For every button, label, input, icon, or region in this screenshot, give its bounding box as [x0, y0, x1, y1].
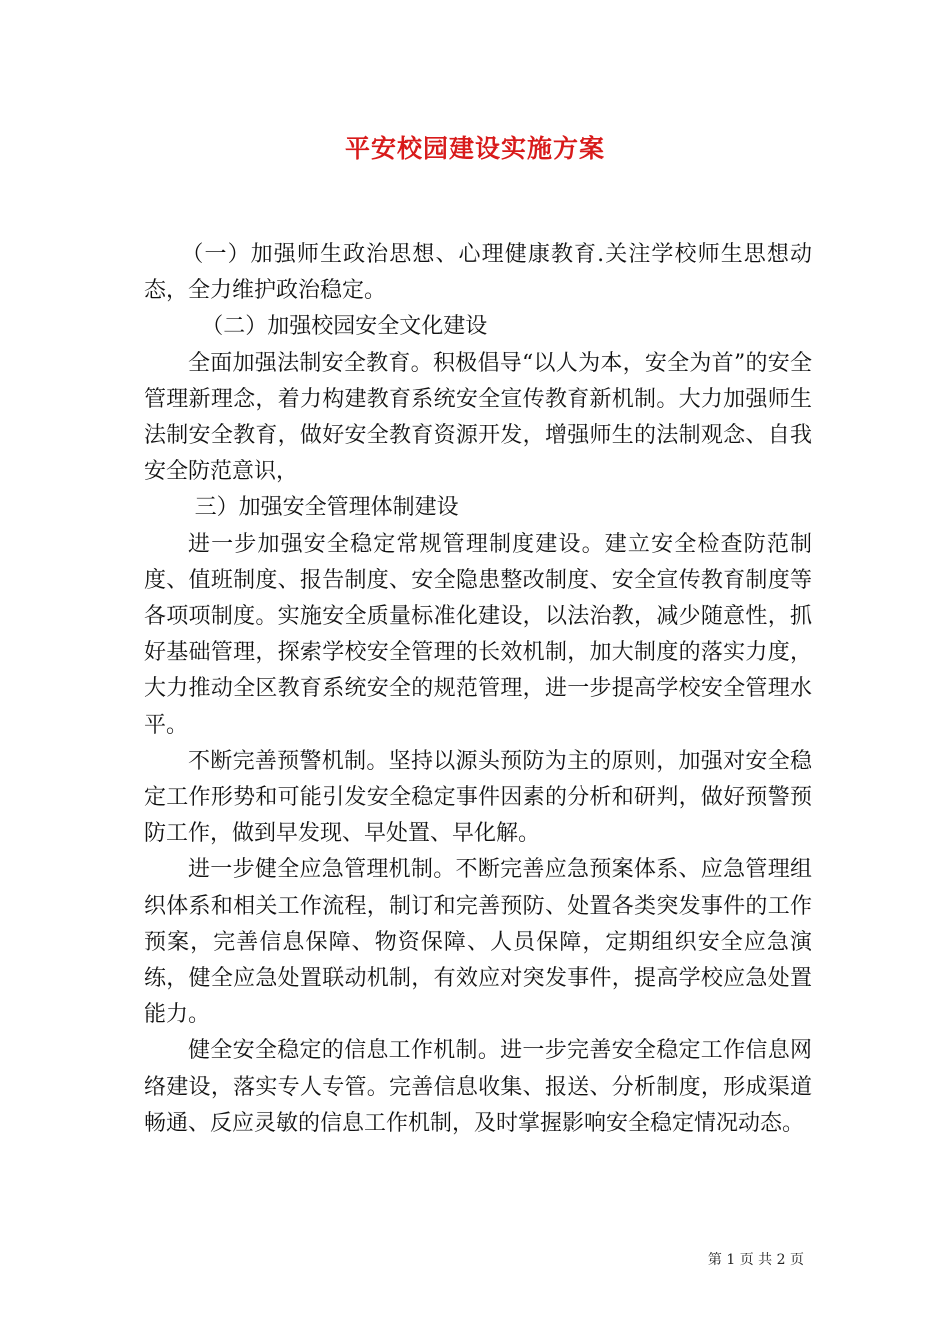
document-body: [144, 237, 812, 1142]
paragraph-section-2-heading: （二）加强校园安全文化建设: [201, 314, 488, 340]
paragraph-emergency-management: 进一步健全应急管理机制。不断完善应急预案体系、应急管理组织体系和相关工作流程，制订和完善预防、处置各类突发事件的工作预案，完善信息保障、物资保障、人员保障，定期组织安全应急演练，健全应急处置联动机制，有效应对突发事件，提高学校应急处置能力。: [144, 857, 812, 1028]
paragraph-management-system: 进一步加强安全稳定常规管理制度建设。建立安全检查防范制度、值班制度、报告制度、安全隐患整改制度、安全宣传教育制度等各项项制度。实施安全质量标准化建设，以法治教，减少随意性，抓好基础管理，探索学校安全管理的长效机制，加大制度的落实力度，大力推动全区教育系统安全的规范管理，进一步提高学校安全管理水平。: [144, 531, 812, 738]
paragraph-legal-safety-education: 全面加强法制安全教育。积极倡导“以人为本，安全为首”的安全管理新理念，着力构建教育系统安全宣传教育新机制。大力加强师生法制安全教育，做好安全教育资源开发，增强师生的法制观念、自我安全防范意识，: [144, 350, 812, 485]
paragraph-section-3-heading: 三）加强安全管理体制建设: [194, 495, 459, 521]
paragraph-early-warning: 不断完善预警机制。坚持以源头预防为主的原则，加强对安全稳定工作形势和可能引发安全稳定事件因素的分析和研判，做好预警预防工作，做到早发现、早处置、早化解。: [144, 748, 812, 847]
paragraph-information-mechanism: 健全安全稳定的信息工作机制。进一步完善安全稳定工作信息网络建设，落实专人专管。完善信息收集、报送、分析制度，形成渠道畅通、反应灵敏的信息工作机制，及时掌握影响安全稳定情况动态。: [144, 1038, 812, 1136]
page-footer: 第 1 页 共 2 页: [707, 1252, 804, 1268]
paragraph-section-1: （一）加强师生政治思想、心理健康教育.关注学校师生思想动态，全力维护政治稳定。: [144, 242, 812, 304]
document-title: 平安校园建设实施方案: [344, 134, 605, 163]
